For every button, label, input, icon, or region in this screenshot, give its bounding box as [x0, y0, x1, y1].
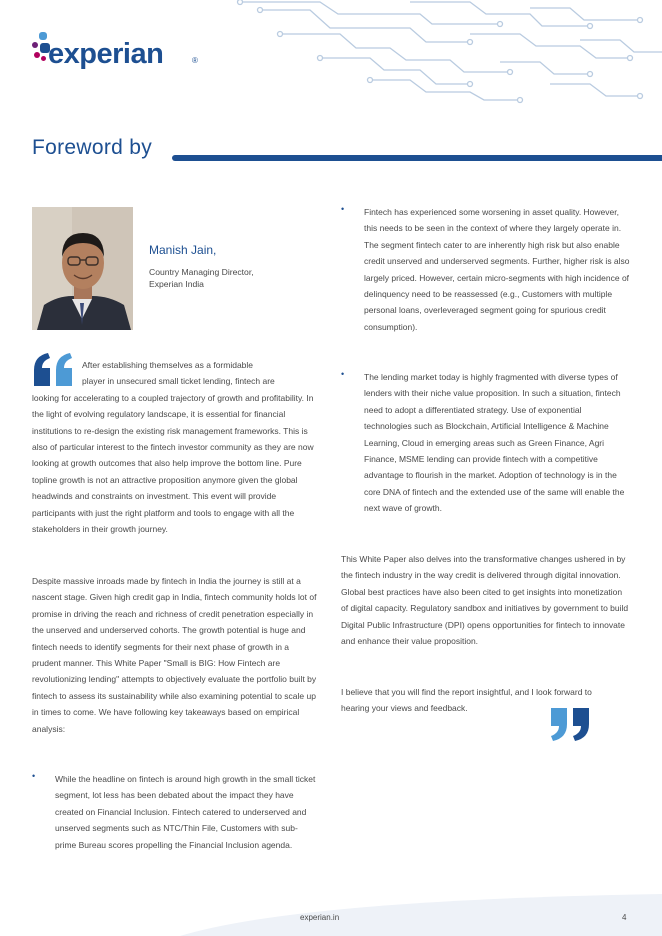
paragraph-journey: Despite massive inroads made by fintech in India the journey is still at a nascent stage. Given high credit gap in India, fintech community holds lot of promise in driving the reach and richness of credit penetration especially in the unserved and underserved cohorts. The growth potential is huge and fintech needs to identify segments for their next phase of growth in a prudent manner. This White Paper "Small is BIG: How Fintech are revolutionizing lending" attempts to objectively evaluate the portfolio built by fintech to assess its sustainability while also examining potential to scale up in times to come. We have following key takeaways based on empirical analysis: — [32, 576, 317, 734]
circuit-decoration — [170, 0, 662, 110]
author-title-line2: Experian India — [149, 279, 204, 289]
bullet-marker: • — [341, 204, 345, 214]
close-quote-icon — [549, 706, 591, 742]
footer-wave — [0, 880, 662, 936]
page-title: Foreword by — [32, 136, 153, 159]
intro-line-1: After establishing themselves as a formidable — [82, 360, 254, 370]
bullet-financial-inclusion: While the headline on fintech is around high growth in the small ticket segment, lot less has been debated about the impact they have created on Financial Inclusion. Fintech catered to underserved and unserved segments such as NTC/Thin File, Customers with sub-prime Bureau scores propelling the Financial Inclusion agenda. — [55, 774, 316, 850]
author-title — [149, 266, 299, 290]
registered-mark: ® — [192, 56, 198, 65]
intro-paragraph — [32, 357, 318, 537]
heading-rule — [172, 155, 662, 161]
bullet-marker: • — [32, 771, 36, 781]
author-title-line1: Country Managing Director, — [149, 267, 254, 277]
brand-name: experian — [48, 38, 164, 70]
bullet-asset-quality: Fintech has experienced some worsening in asset quality. However, this needs to be seen in the context of where they largely operate in. The segment fintech cater to are inherently high risk but also enable credit unserved and underserved segments. Further, higher risk is also largely priced. However, certain micro-segments with high incidence of delinquency need to be reassessed (e.g., Customers with multiple personal loans, overleveraged segment going for spurious credit consumption). — [364, 207, 630, 332]
footer-url: experian.in — [300, 913, 340, 922]
bullet-lending-market: The lending market today is highly fragmented with diverse types of lenders with their niche value proposition. In such a situation, fintech need to adopt a differentiated strategy. Use of exponential technologies such as Blockchain, Artificial Intelligence & Machine Learning, Cloud in emerging areas such as Green Finance, Agri Finance, MSME lending can provide fintech with a competitive advantage to flourish in the market. Adoption of technology is in the core DNA of fintech and the extended use of the same will enable the next wave of growth. — [364, 372, 625, 514]
paragraph-digital-innovation: This White Paper also delves into the transformative changes ushered in by the fintech industry in the way credit is delivered through digital innovation. Global best practices have also been cited to get insights into monetization of digital capacity. Regulatory sandbox and initiatives by government to build Digital Public Infrastructure (DPI) opens opportunities for fintech to innovate and enhance their value proposition. — [341, 554, 629, 647]
intro-line-2: player in unsecured small ticket lending, fintech are — [82, 376, 275, 387]
author-portrait — [32, 207, 133, 330]
page-number: 4 — [622, 913, 627, 922]
intro-rest: looking for accelerating to a coupled trajectory of growth and profitability. In the light of evolving regulatory landscape, it is essential for financial institutions to re-design the existing risk management frameworks. This is also of particular interest to the fintech investor community as they are now looking at growth outcomes that also help improve the bottom line. Pure topline growth is not an attractive proposition anymore given the global headwinds and constraints on investment. This event will provide participants with just the right platform and tools to engage with all the stakeholders in their growth journey. — [32, 392, 314, 535]
bullet-marker: • — [341, 369, 345, 379]
author-name: Manish Jain, — [149, 243, 217, 257]
paragraph-closing: I believe that you will find the report insightful, and I look forward to hearing your views and feedback. — [341, 687, 592, 714]
experian-logo — [32, 32, 198, 76]
